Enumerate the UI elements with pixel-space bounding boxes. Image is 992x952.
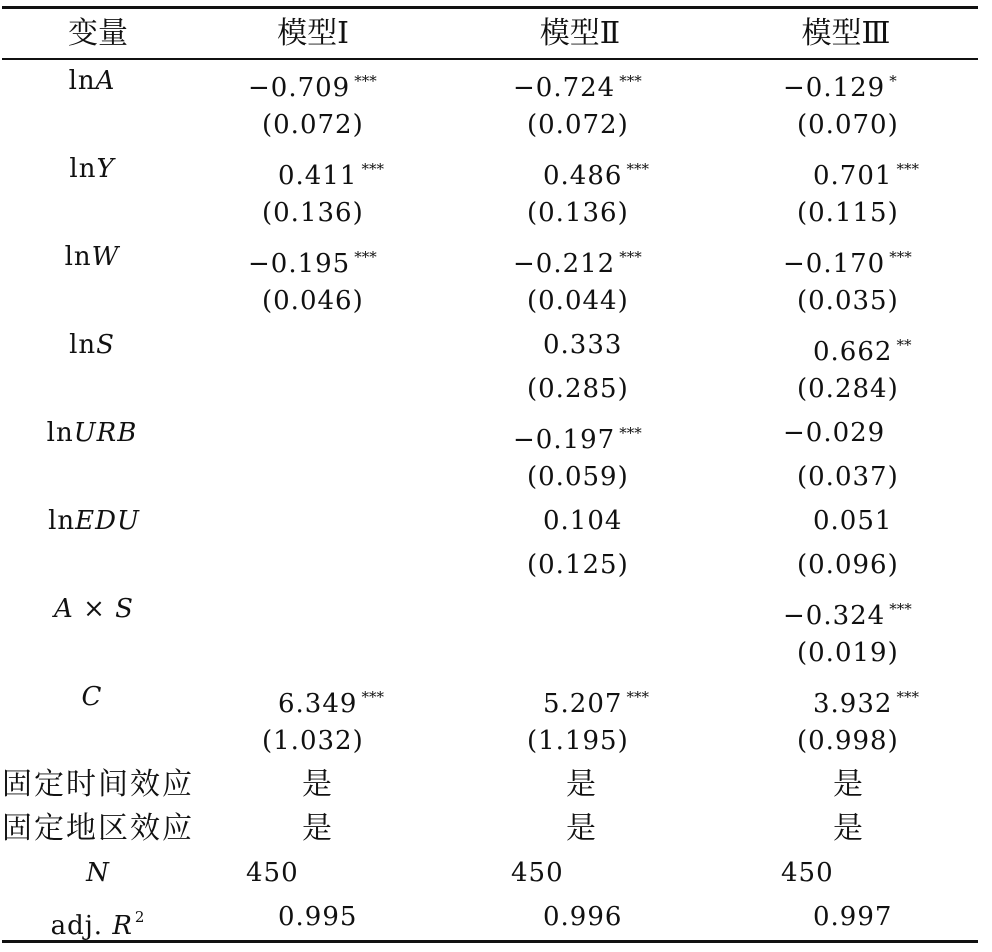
m1-region-fe: 是 [302,811,334,846]
coef-m2-lnURB: −0.197 *** [513,424,642,455]
m2-adj-r2: 0.996 [543,902,623,932]
var-C: C [81,682,103,712]
header-model-2: 模型Ⅱ [539,16,621,51]
header-variable: 变量 [68,16,128,51]
m1-N: 450 [246,858,299,888]
se-m3-lnURB: (0.037) [797,462,899,492]
m1-adj-r2: 0.995 [278,902,358,932]
se-m3-AxS: (0.019) [797,638,899,668]
se-m1-lnA: (0.072) [262,110,364,140]
coef-m1-lnW: −0.195 *** [248,248,377,279]
var-lnEDU: lnEDU [48,506,140,536]
coef-m3-lnURB: −0.029 [783,418,886,448]
top-rule [2,6,978,9]
header-model-3: 模型Ⅲ [801,16,891,51]
se-m2-lnW: (0.044) [527,286,629,316]
m1-time-fe: 是 [302,767,334,802]
se-m2-lnY: (0.136) [527,198,629,228]
var-N: N [86,858,110,888]
coef-m3-lnW: −0.170 *** [783,248,912,279]
m3-adj-r2: 0.997 [813,902,893,932]
coef-m3-C: 3.932 *** [813,688,919,719]
se-m2-lnEDU: (0.125) [527,550,629,580]
coef-m2-lnEDU: 0.104 [543,506,623,536]
m3-time-fe: 是 [833,767,865,802]
se-m3-lnW: (0.035) [797,286,899,316]
coef-m2-C: 5.207 *** [543,688,649,719]
var-lnS: lnS [69,330,115,360]
se-m3-lnY: (0.115) [797,198,899,228]
se-m2-lnS: (0.285) [527,374,629,404]
m3-N: 450 [781,858,834,888]
coef-m3-lnA: −0.129 * [783,72,897,103]
var-time-fixed-effect: 固定时间效应 [2,767,194,802]
coef-m1-C: 6.349 *** [278,688,384,719]
var-lnURB: lnURB [46,418,138,448]
m2-N: 450 [511,858,564,888]
se-m1-lnW: (0.046) [262,286,364,316]
m2-region-fe: 是 [566,811,598,846]
var-lnY: lnY [69,154,115,184]
var-lnA: lnA [68,66,116,96]
coef-m3-lnEDU: 0.051 [813,506,893,536]
m3-region-fe: 是 [833,811,865,846]
header-model-1: 模型Ⅰ [277,16,349,51]
se-m2-lnURB: (0.059) [527,462,629,492]
bottom-rule [2,940,978,943]
se-m1-lnY: (0.136) [262,198,364,228]
se-m3-lnEDU: (0.096) [797,550,899,580]
m2-time-fe: 是 [566,767,598,802]
coef-m3-lnS: 0.662 ** [813,336,912,367]
var-region-fixed-effect: 固定地区效应 [2,811,194,846]
coef-m3-lnY: 0.701 *** [813,160,919,191]
coef-m2-lnA: −0.724 *** [513,72,642,103]
se-m2-C: (1.195) [527,726,629,756]
coef-m2-lnS: 0.333 [543,330,623,360]
coef-m1-lnA: −0.709 *** [248,72,377,103]
var-adj-r2: adj. R $^2$ [50,908,146,941]
se-m3-C: (0.998) [797,726,899,756]
coef-m3-AxS: −0.324 *** [783,600,912,631]
se-m1-C: (1.032) [262,726,364,756]
se-m3-lnA: (0.070) [797,110,899,140]
var-lnW: lnW [64,242,120,272]
coef-m1-lnY: 0.411 *** [278,160,384,191]
se-m3-lnS: (0.284) [797,374,899,404]
var-A-times-S: A × S [54,594,134,624]
coef-m2-lnW: −0.212 *** [513,248,642,279]
se-m2-lnA: (0.072) [527,110,629,140]
coef-m2-lnY: 0.486 *** [543,160,649,191]
